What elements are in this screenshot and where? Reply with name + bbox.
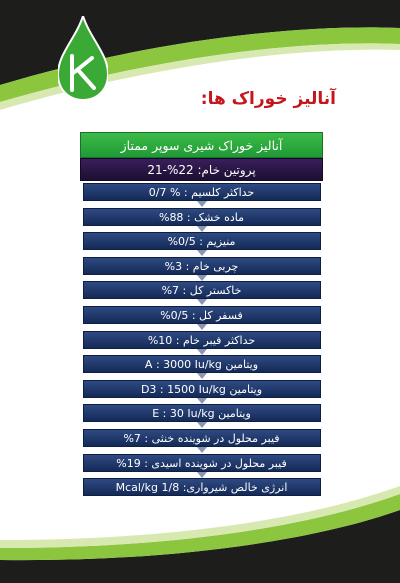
green-drop-logo-icon <box>58 16 108 100</box>
analysis-row: چربی خام : 3% <box>83 257 321 275</box>
analysis-rows <box>80 183 323 496</box>
table-title: آنالیز خوراک شیری سوپر ممتاز <box>80 132 323 158</box>
down-arrow-icon <box>197 422 207 428</box>
analysis-row: خاکستر کل : 7% <box>83 281 321 299</box>
down-arrow-icon <box>197 447 207 453</box>
down-arrow-icon <box>197 201 207 207</box>
down-arrow-icon <box>197 349 207 355</box>
analysis-row: ویتامین E : 30 Iu/kg <box>83 404 321 422</box>
page-heading: آنالیز خوراک ها: <box>200 89 336 109</box>
down-arrow-icon <box>197 472 207 478</box>
crude-protein-row: پروتین خام: 22%-21 <box>80 158 323 181</box>
feed-analysis-table <box>80 132 323 503</box>
down-arrow-icon <box>197 299 207 305</box>
down-arrow-icon <box>197 398 207 404</box>
analysis-row: ماده خشک : 88% <box>83 208 321 226</box>
down-arrow-icon <box>197 275 207 281</box>
analysis-row: ویتامین A : 3000 Iu/kg <box>83 355 321 373</box>
analysis-row: حداکثر فیبر خام : 10% <box>83 331 321 349</box>
analysis-row: فسفر کل : 0/5% <box>83 306 321 324</box>
analysis-row: فیبر محلول در شوینده اسیدی : 19% <box>83 454 321 472</box>
down-arrow-icon <box>197 226 207 232</box>
down-arrow-icon <box>197 373 207 379</box>
analysis-row: فیبر محلول در شوینده خنثی : 7% <box>83 429 321 447</box>
analysis-row: انرژی خالص شیرواری: 1/8 Mcal/kg <box>83 478 321 496</box>
analysis-row: منیزیم : 0/5% <box>83 232 321 250</box>
analysis-row: حداکثر کلسیم : % 0/7 <box>83 183 321 201</box>
analysis-row: ویتامین D3 : 1500 Iu/kg <box>83 380 321 398</box>
down-arrow-icon <box>197 250 207 256</box>
down-arrow-icon <box>197 324 207 330</box>
